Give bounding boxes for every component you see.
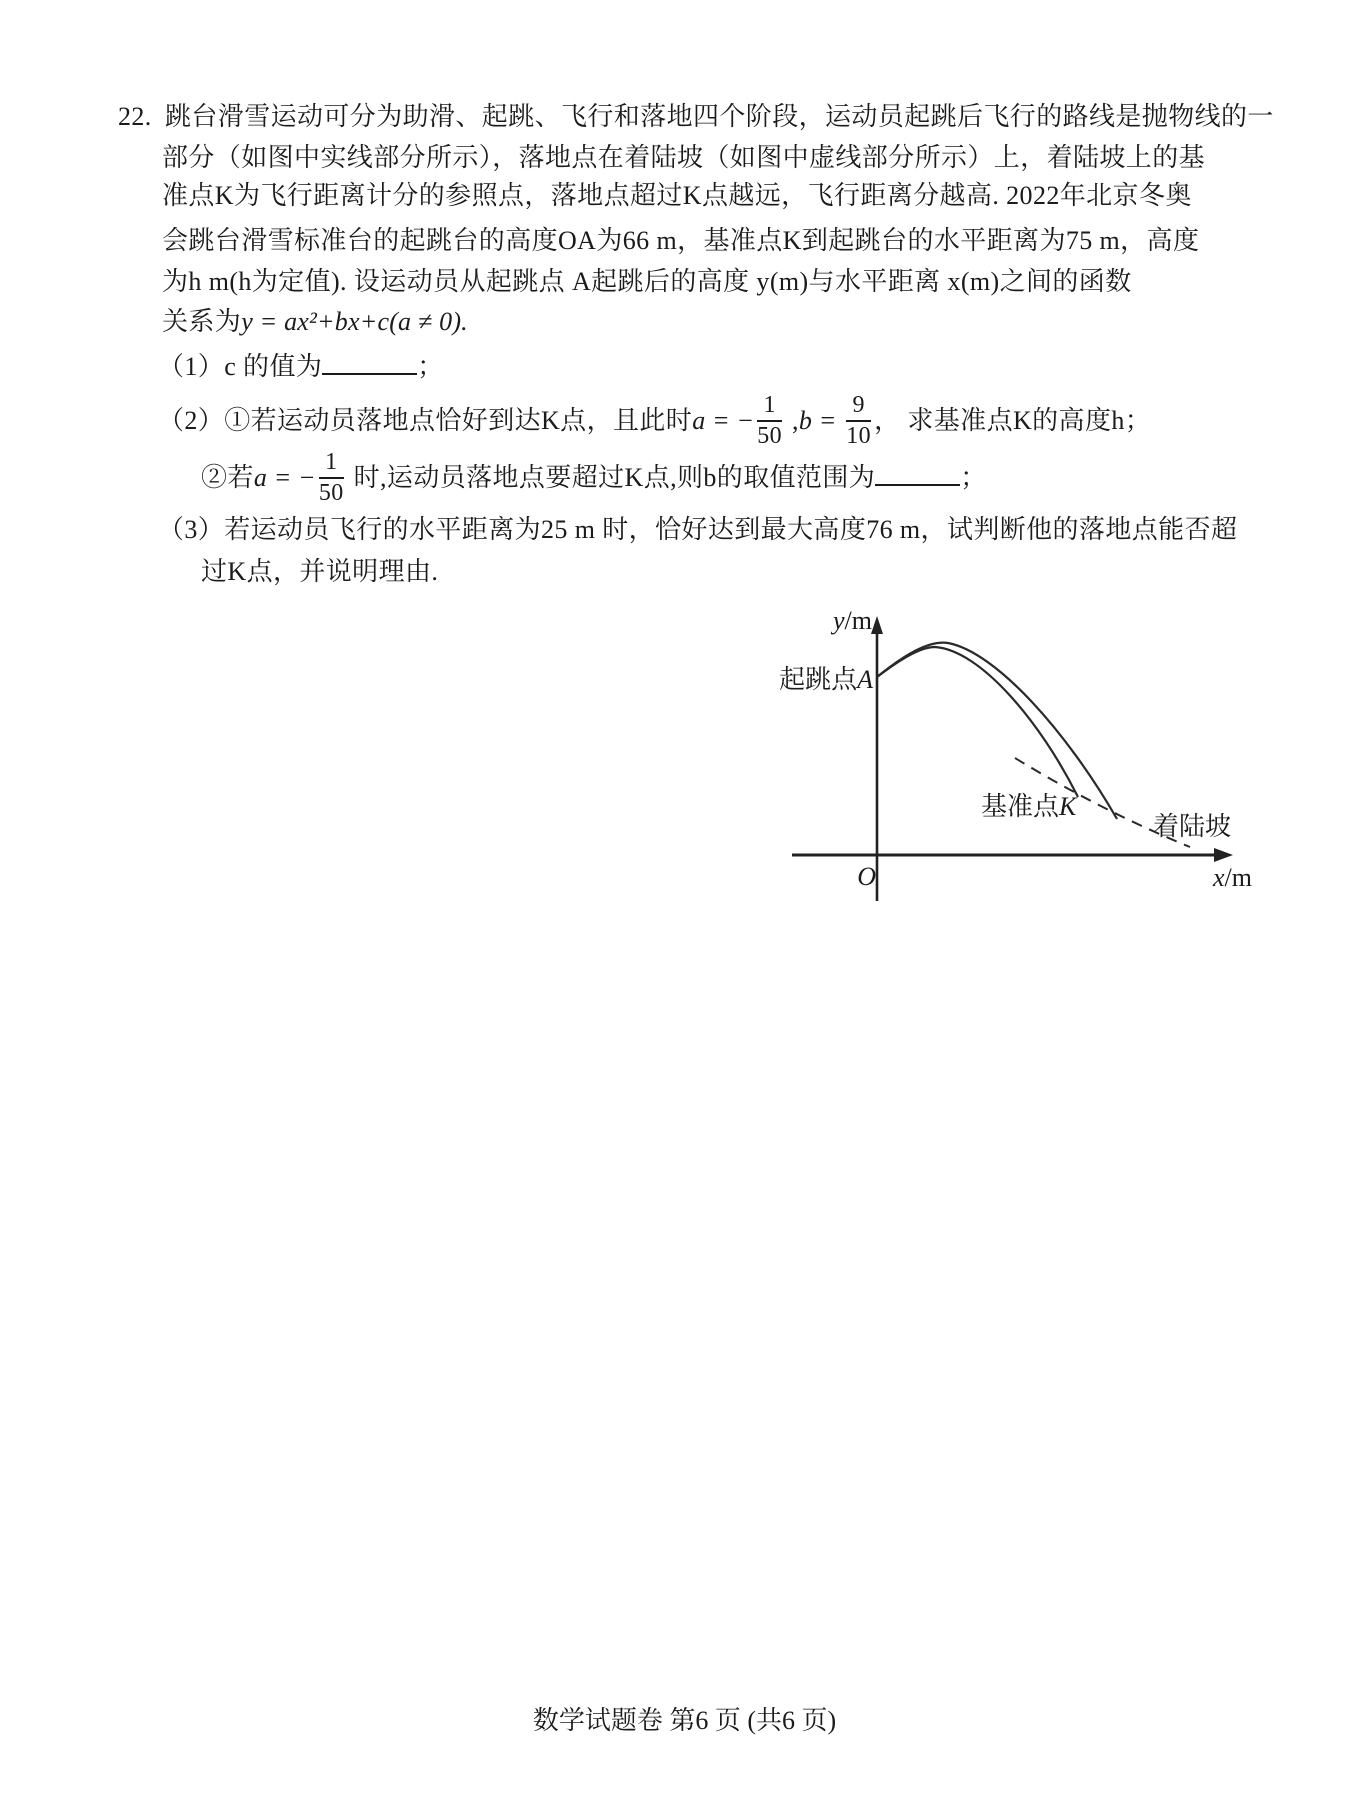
fraction-1-50	[757, 393, 782, 448]
part-1-text: （1）c 的值为	[158, 352, 323, 381]
question-number: 22.	[118, 102, 152, 131]
part-2b-tail: 时,运动员落地点要超过K点,则b的取值范围为	[346, 463, 876, 492]
y-axis-label	[830, 606, 872, 635]
flight-path-diagram	[640, 585, 1280, 905]
part-2b-line	[201, 449, 987, 507]
question-line-2: 部分（如图中实线部分所示），落地点在着陆坡（如图中虚线部分所示）上，着陆坡上的基	[162, 143, 1206, 172]
origin-label: O	[857, 862, 876, 891]
equation-prefix: 关系为	[162, 307, 242, 336]
part-1-line	[158, 347, 444, 387]
part-2b-text: ②若	[201, 463, 254, 492]
part-2a-b-equation: b =	[798, 406, 844, 435]
part-2b-a-equation: a = −	[253, 463, 316, 492]
reference-text: 基准点	[981, 792, 1060, 821]
fraction-denominator: 10	[846, 422, 872, 449]
flight-curve-to-K	[877, 647, 1078, 797]
takeoff-variable: A	[857, 665, 873, 694]
part-2a-text: （2）①若运动员落地点恰好到达K点，且此时	[158, 406, 693, 435]
part-2a-tail: ， 求基准点K的高度h；	[874, 406, 1152, 435]
page-footer: 数学试题卷 第6 页 (共6 页)	[532, 1706, 837, 1735]
part-2b-semicolon: ；	[960, 463, 987, 492]
fraction-1-50	[319, 450, 344, 505]
answer-blank-1	[322, 347, 417, 375]
part-3-line-2: 过K点，并说明理由.	[201, 557, 439, 586]
reference-point-label	[981, 792, 1078, 821]
answer-blank-2	[875, 458, 960, 486]
question-line-6	[162, 302, 468, 342]
part-2a-line	[158, 392, 1151, 450]
x-axis-label	[1212, 863, 1252, 892]
fraction-denominator: 50	[318, 479, 344, 506]
fraction-numerator: 9	[846, 393, 871, 422]
x-axis-unit: /m	[1224, 863, 1252, 892]
question-line-1	[118, 97, 1274, 137]
equation: y = ax²+bx+c(a ≠ 0).	[241, 307, 468, 336]
question-line-4: 会跳台滑雪标准台的起跳台的高度OA为66 m，基准点K到起跳台的水平距离为75 m，高度	[162, 226, 1200, 255]
y-axis-unit: /m	[844, 606, 872, 635]
fraction-denominator: 50	[757, 422, 783, 449]
question-line-3: 准点K为飞行距离计分的参照点，落地点超过K点越远，飞行距离分越高. 2022年北京冬奥	[162, 181, 1192, 210]
part-2a-comma: ,	[785, 406, 799, 435]
fraction-9-10	[846, 393, 871, 448]
question-line-1-text: 跳台滑雪运动可分为助滑、起跳、飞行和落地四个阶段，运动员起跳后飞行的路线是抛物线的一	[165, 102, 1274, 131]
fraction-numerator: 1	[757, 393, 782, 422]
question-line-5: 为h m(h为定值). 设运动员从起跳点 A起跳后的高度 y(m)与水平距离 x(m)之间的函数	[162, 267, 1132, 296]
takeoff-text: 起跳点	[779, 665, 858, 694]
y-axis-arrow-icon	[871, 616, 883, 634]
takeoff-point-label	[779, 665, 873, 694]
landing-slope-label: 着陆坡	[1153, 812, 1232, 841]
reference-variable: K	[1059, 792, 1077, 821]
x-axis-arrow-icon	[1214, 848, 1233, 862]
part-3-line-1: （3）若运动员飞行的水平距离为25 m 时，恰好达到最大高度76 m，试判断他的落地点能否超	[158, 515, 1238, 544]
y-axis-variable: y	[833, 606, 845, 635]
part-2a-a-equation: a = −	[692, 406, 755, 435]
part-1-semicolon: ；	[417, 352, 444, 381]
x-axis-variable: x	[1213, 863, 1225, 892]
fraction-numerator: 1	[319, 450, 344, 479]
